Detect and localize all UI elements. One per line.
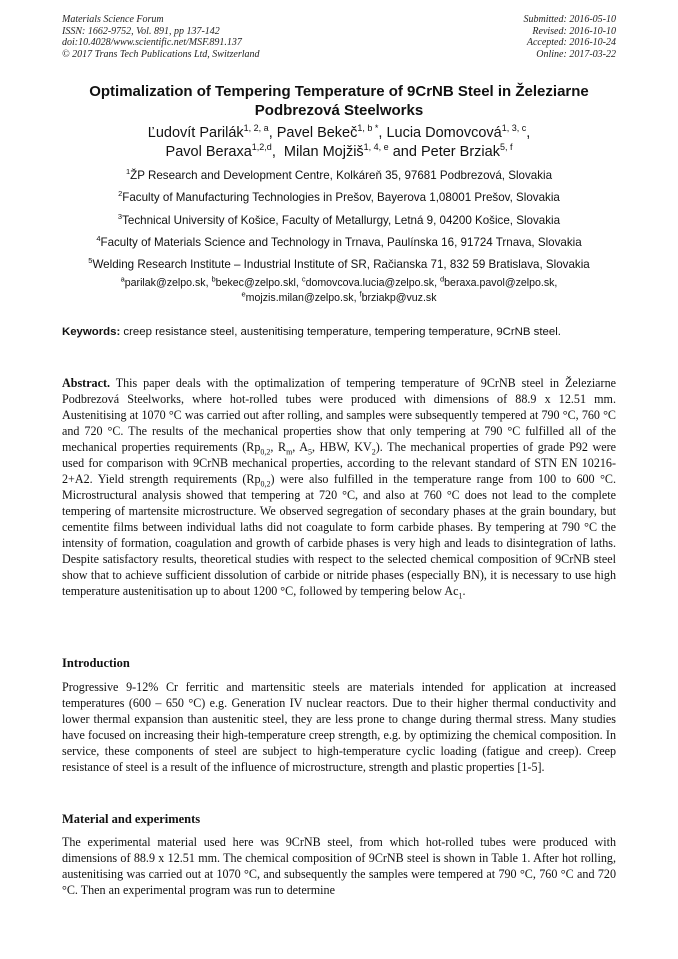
paper-title [40, 82, 638, 120]
author-line-1: Ľudovít Parilák$^{1, 2, a}$, Pavel Bekeč$^{1, b *}$, Lucia Domovcová$^{1, 3, c}$, [147, 123, 531, 141]
subscript: m [286, 447, 293, 457]
affil-number: 1 [125, 167, 131, 177]
abstract-text: , A [292, 440, 308, 454]
affil-number: 5 [88, 256, 93, 266]
subscript: 5 [307, 447, 312, 457]
abstract-text: ) were also fulfilled in the temperature range from 100 to 600 °C. Microstructural analysis showed that tempering at 720 °C, and also at 760 °C does not lead to the complete tempering of martensite microstructure. We observed segregation of secondary phases at the grain boundary, but cementite films between individual laths did not coagulate to form carbide phases. By tempering at 790 °C the intensity of formation, coagulation and growth of carbide phases is very high and leads to disintegration of laths. Despite satisfactory results, theoretical studies with respect to the selected chemical composition of 9CrNB steel show that to achieve sufficient dissolution of carbide or nitride phases (especially BN), it is necessary to use high temperature austenitisation up to about 1200 °C, followed by tempering below Ac [62, 472, 616, 598]
online-date: Online: 2017-03-22 [536, 48, 616, 60]
doi: doi:10.4028/www.scientific.net/MSF.891.137 [62, 37, 242, 48]
abstract-text: This paper deals with the optimalization of tempering temperature of 9CrNB steel in Železiarne Podbrezová Steelworks, where hot-rolled tubes were produced with dimensions of 88.9 x 12.51 mm. Austenitising at 1070 °C was carried out after rolling, and samples were subsequently tempered at 790 °C, 760 °C and 720 °C. The results of the mechanical properties show that only tempering at 790 °C fulfilled all of the mechanical properties requirements (Rp [62, 376, 616, 454]
author-name: Pavel Bekeč [276, 125, 358, 141]
section-heading-introduction: Introduction [62, 656, 130, 670]
email[interactable]: parilak@zelpo.sk, [124, 277, 209, 290]
abstract-text: . [462, 584, 466, 598]
affiliation [30, 210, 648, 232]
affiliation [30, 165, 648, 187]
email[interactable]: bekec@zelpo.skl, [215, 277, 299, 290]
publication-dates [524, 14, 617, 60]
materials-text: The experimental material used here was 9CrNB steel, from which hot-rolled tubes were produced with dimensions of 88.9 x 12.51 mm. The chemical composition of 9CrNB steel is shown in Table 1. After hot rolling, austenitising was carried out at 1070 °C, and subsequently the samples were tempered at 790 °C, 760 °C and 720 °C. Then an experimental program was run to determine [62, 835, 616, 897]
abstract [62, 375, 616, 599]
author-affil-sup: 1, b * [357, 123, 379, 134]
journal-info [62, 14, 260, 60]
affil-text: ŽP Research and Development Centre, Kolkáreň 35, 97681 Podbrezová, Slovakia [130, 169, 553, 182]
email-sup: f [359, 289, 362, 299]
email-line-1 [30, 276, 648, 291]
email-sup: d [439, 274, 445, 284]
author-affil-sup: 1, 2, a [243, 123, 269, 134]
author-name: Ľudovít Parilák [147, 125, 244, 141]
title-line-1: Optimalization of Tempering Temperature of 9CrNB Steel in Železiarne [89, 83, 589, 100]
author-and: and [392, 144, 417, 160]
affil-text: Welding Research Institute – Industrial Institute of SR, Račianska 71, 832 59 Bratislava, Slovakia [92, 258, 590, 272]
author-affil-sup: 1, 3, c [501, 123, 527, 134]
author-affil-sup: 1, 4, e [363, 142, 389, 153]
author-name: Milan Mojžiš [283, 144, 364, 160]
email[interactable]: mojzis.milan@zelpo.sk, [245, 292, 357, 305]
affil-text: Faculty of Materials Science and Technology in Trnava, Paulínska 16, 91724 Trnava, Slovakia [100, 235, 582, 249]
keywords [62, 325, 616, 341]
affil-text: Technical University of Košice, Faculty of Metallurgy, Letná 9, 04200 Košice, Slovakia [122, 213, 561, 227]
subscript: 0,2 [260, 479, 271, 489]
author-line-2: Pavol Beraxa$^{1,2,d}$, Milan Mojžiš$^{1, 4, e}$ and Peter Brziak$^{5, f}$ [165, 142, 513, 160]
affiliation [30, 187, 648, 209]
affil-number: 4 [96, 234, 101, 244]
author-name: Peter Brziak [420, 144, 500, 160]
journal-name: Materials Science Forum [62, 14, 164, 25]
affil-number: 2 [118, 189, 123, 199]
keywords-label: Keywords: [62, 326, 121, 338]
keywords-text: creep resistance steel, austenitising temperature, tempering temperature, 9CrNB steel. [123, 326, 561, 338]
abstract-text: , HBW, KV [311, 440, 372, 454]
subscript: 0,2 [260, 447, 271, 457]
title-line-2: Podbrezová Steelworks [254, 102, 424, 119]
email-sup: c [301, 274, 306, 284]
issn: ISSN: 1662-9752, Vol. 891, pp 137-142 [62, 25, 220, 37]
author-list [40, 124, 638, 162]
introduction-text: Progressive 9-12% Cr ferritic and martensitic steels are materials intended for application at increased temperatures (600 – 650 °C) e.g. Generation IV nuclear reactors. Due to their higher thermal conductivity and lower thermal expansion than austenitic steel, they are less prone to change during thermal stress. Many studies have focused on increasing their high-temperature creep strength, e.g. by optimizing the chemical composition. In service, these components of steel are subject to high-temperature cyclic loading (fatigue and creep). Creep resistance of steel is a result of the influence of microstructure, strength and plastic properties [1-5]. [62, 680, 616, 774]
affil-text: Faculty of Manufacturing Technologies in Prešov, Bayerova 1,08001 Prešov, Slovakia [122, 191, 560, 205]
email-sup: e [241, 289, 246, 299]
abstract-label: Abstract. [62, 376, 111, 390]
subscript: 1 [458, 591, 463, 601]
author-affil-sup: 5, f [499, 142, 513, 153]
email-sup: a [120, 274, 125, 284]
abstract-text: ). The mechanical properties of grade P92 were used for comparison with 9CrNB mechanical properties, according to the relevant standard of STN EN 10216-2+A2. Yield strength requirements (Rp [62, 440, 617, 486]
email[interactable]: domovcova.lucia@zelpo.sk, [305, 277, 438, 290]
affiliation [30, 232, 648, 254]
email-line-2 [30, 291, 648, 306]
author-name: Lucia Domovcová [386, 125, 502, 141]
email[interactable]: beraxa.pavol@zelpo.sk, [444, 277, 558, 290]
accepted-date: Accepted: 2016-10-24 [526, 37, 616, 48]
author-affil-sup: 1,2,d [251, 142, 272, 153]
revised-date: Revised: 2016-10-10 [532, 25, 616, 37]
email[interactable]: brziakp@vuz.sk [361, 292, 437, 305]
affil-number: 3 [117, 211, 123, 221]
submitted-date: Submitted: 2016-05-10 [523, 14, 616, 25]
subscript: 2 [371, 447, 376, 457]
author-name: Pavol Beraxa [165, 144, 252, 160]
email-sup: b [211, 274, 216, 284]
email-list [30, 276, 648, 306]
affiliation [30, 254, 648, 276]
copyright: © 2017 Trans Tech Publications Ltd, Switzerland [62, 48, 260, 60]
section-heading-materials: Material and experiments [62, 812, 201, 826]
affiliation-list [30, 165, 648, 306]
abstract-text: , R [270, 440, 287, 454]
